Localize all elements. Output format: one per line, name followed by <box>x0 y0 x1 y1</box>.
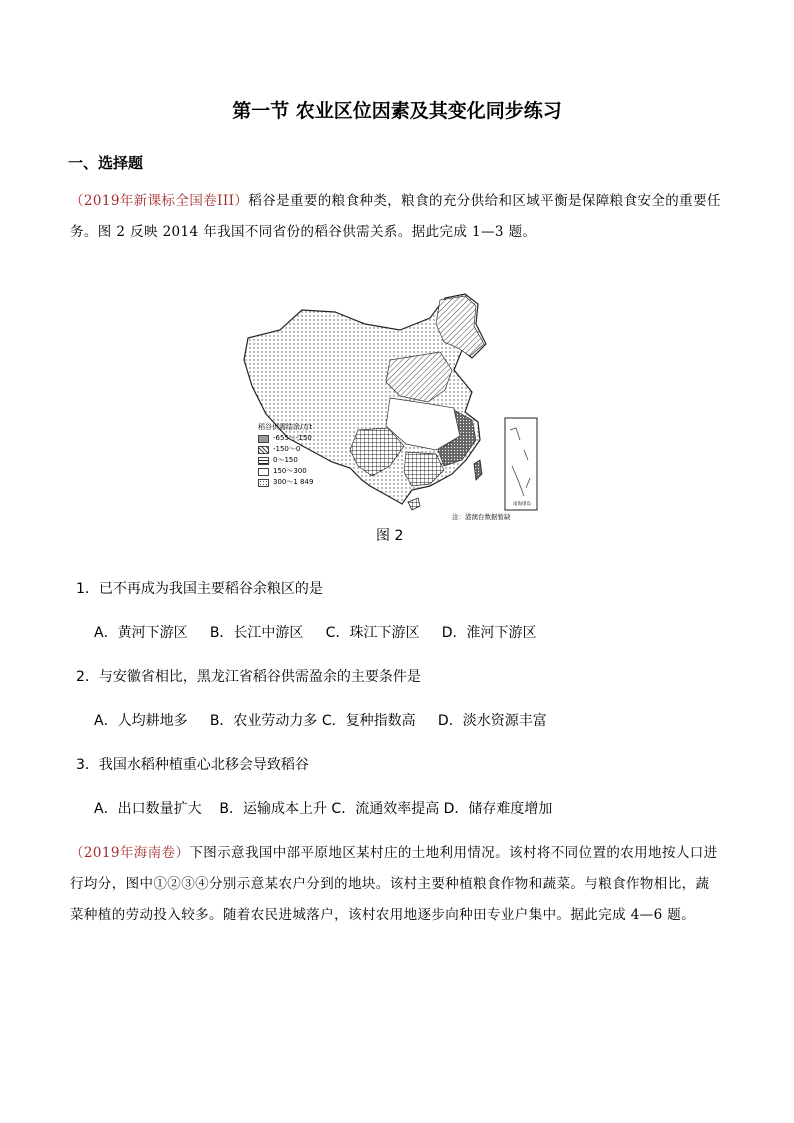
figure-caption: 图 2 <box>376 528 404 544</box>
hainan-island <box>408 498 420 510</box>
question-1-options: A．黄河下游区 B．长江中游区 C．珠江下游区 D．淮河下游区 <box>94 625 537 641</box>
legend-swatch <box>258 457 269 465</box>
passage-1-line-2: 务。图 2 反映 2014 年我国不同省份的稻谷供需关系。据此完成 1—3 题。 <box>70 224 537 240</box>
legend-item: -655～-150 <box>273 434 312 442</box>
question-3-stem: 3．我国水稻种植重心北移会导致稻谷 <box>76 757 309 773</box>
inset-label: 南海诸岛 <box>513 502 531 507</box>
question-3-options: A．出口数量扩大 B．运输成本上升 C．流通效率提高 D．储存难度增加 <box>94 801 553 817</box>
question-2-options: A．人均耕地多 B．农业劳动力多 C．复种指数高 D．淡水资源丰富 <box>94 713 547 729</box>
legend-swatch <box>258 468 269 476</box>
passage-1-line-1: 稻谷是重要的粮食种类，粮食的充分供给和区域平衡是保障粮食安全的重要任 <box>248 193 721 209</box>
passage-2-line-3: 菜种植的劳动投入较多。随着农民进城落户，该村农用地逐步向种田专业户集中。据此完成 4—6 题。 <box>70 907 696 923</box>
legend-item: 150～300 <box>273 467 307 475</box>
section-heading: 一、选择题 <box>68 154 144 172</box>
question-2-stem: 2．与安徽省相比，黑龙江省稻谷供需盈余的主要条件是 <box>76 669 421 685</box>
legend-item: 300～1 849 <box>273 478 314 486</box>
passage-1-source: （2019年新课标全国卷III） <box>70 193 249 209</box>
legend-swatch <box>258 435 269 443</box>
question-1-stem: 1．已不再成为我国主要稻谷余粮区的是 <box>76 581 323 597</box>
legend-item: 0～150 <box>273 456 298 464</box>
taiwan-island <box>474 460 482 480</box>
passage-2-source: （2019年海南卷） <box>70 845 190 861</box>
legend-swatch <box>258 479 269 487</box>
page-title: 第一节 农业区位因素及其变化同步练习 <box>232 100 562 122</box>
south-china-sea-inset <box>505 418 537 510</box>
legend-swatch <box>258 446 269 454</box>
passage-2 <box>70 838 730 931</box>
passage-1 <box>70 186 730 248</box>
legend-title: 稻谷供需结余/万t <box>258 423 313 431</box>
map-note: 注：港澳台数据暂缺 <box>452 513 511 521</box>
passage-2-line-2: 行均分，图中①②③④分别示意某农户分到的地块。该村主要种植粮食作物和蔬菜。与粮食作物相比，蔬 <box>70 876 710 892</box>
map-legend <box>258 422 313 488</box>
legend-item: -150～0 <box>273 445 301 453</box>
passage-2-line-1: 下图示意我国中部平原地区某村庄的土地利用情况。该村将不同位置的农用地按人口进 <box>189 845 718 861</box>
